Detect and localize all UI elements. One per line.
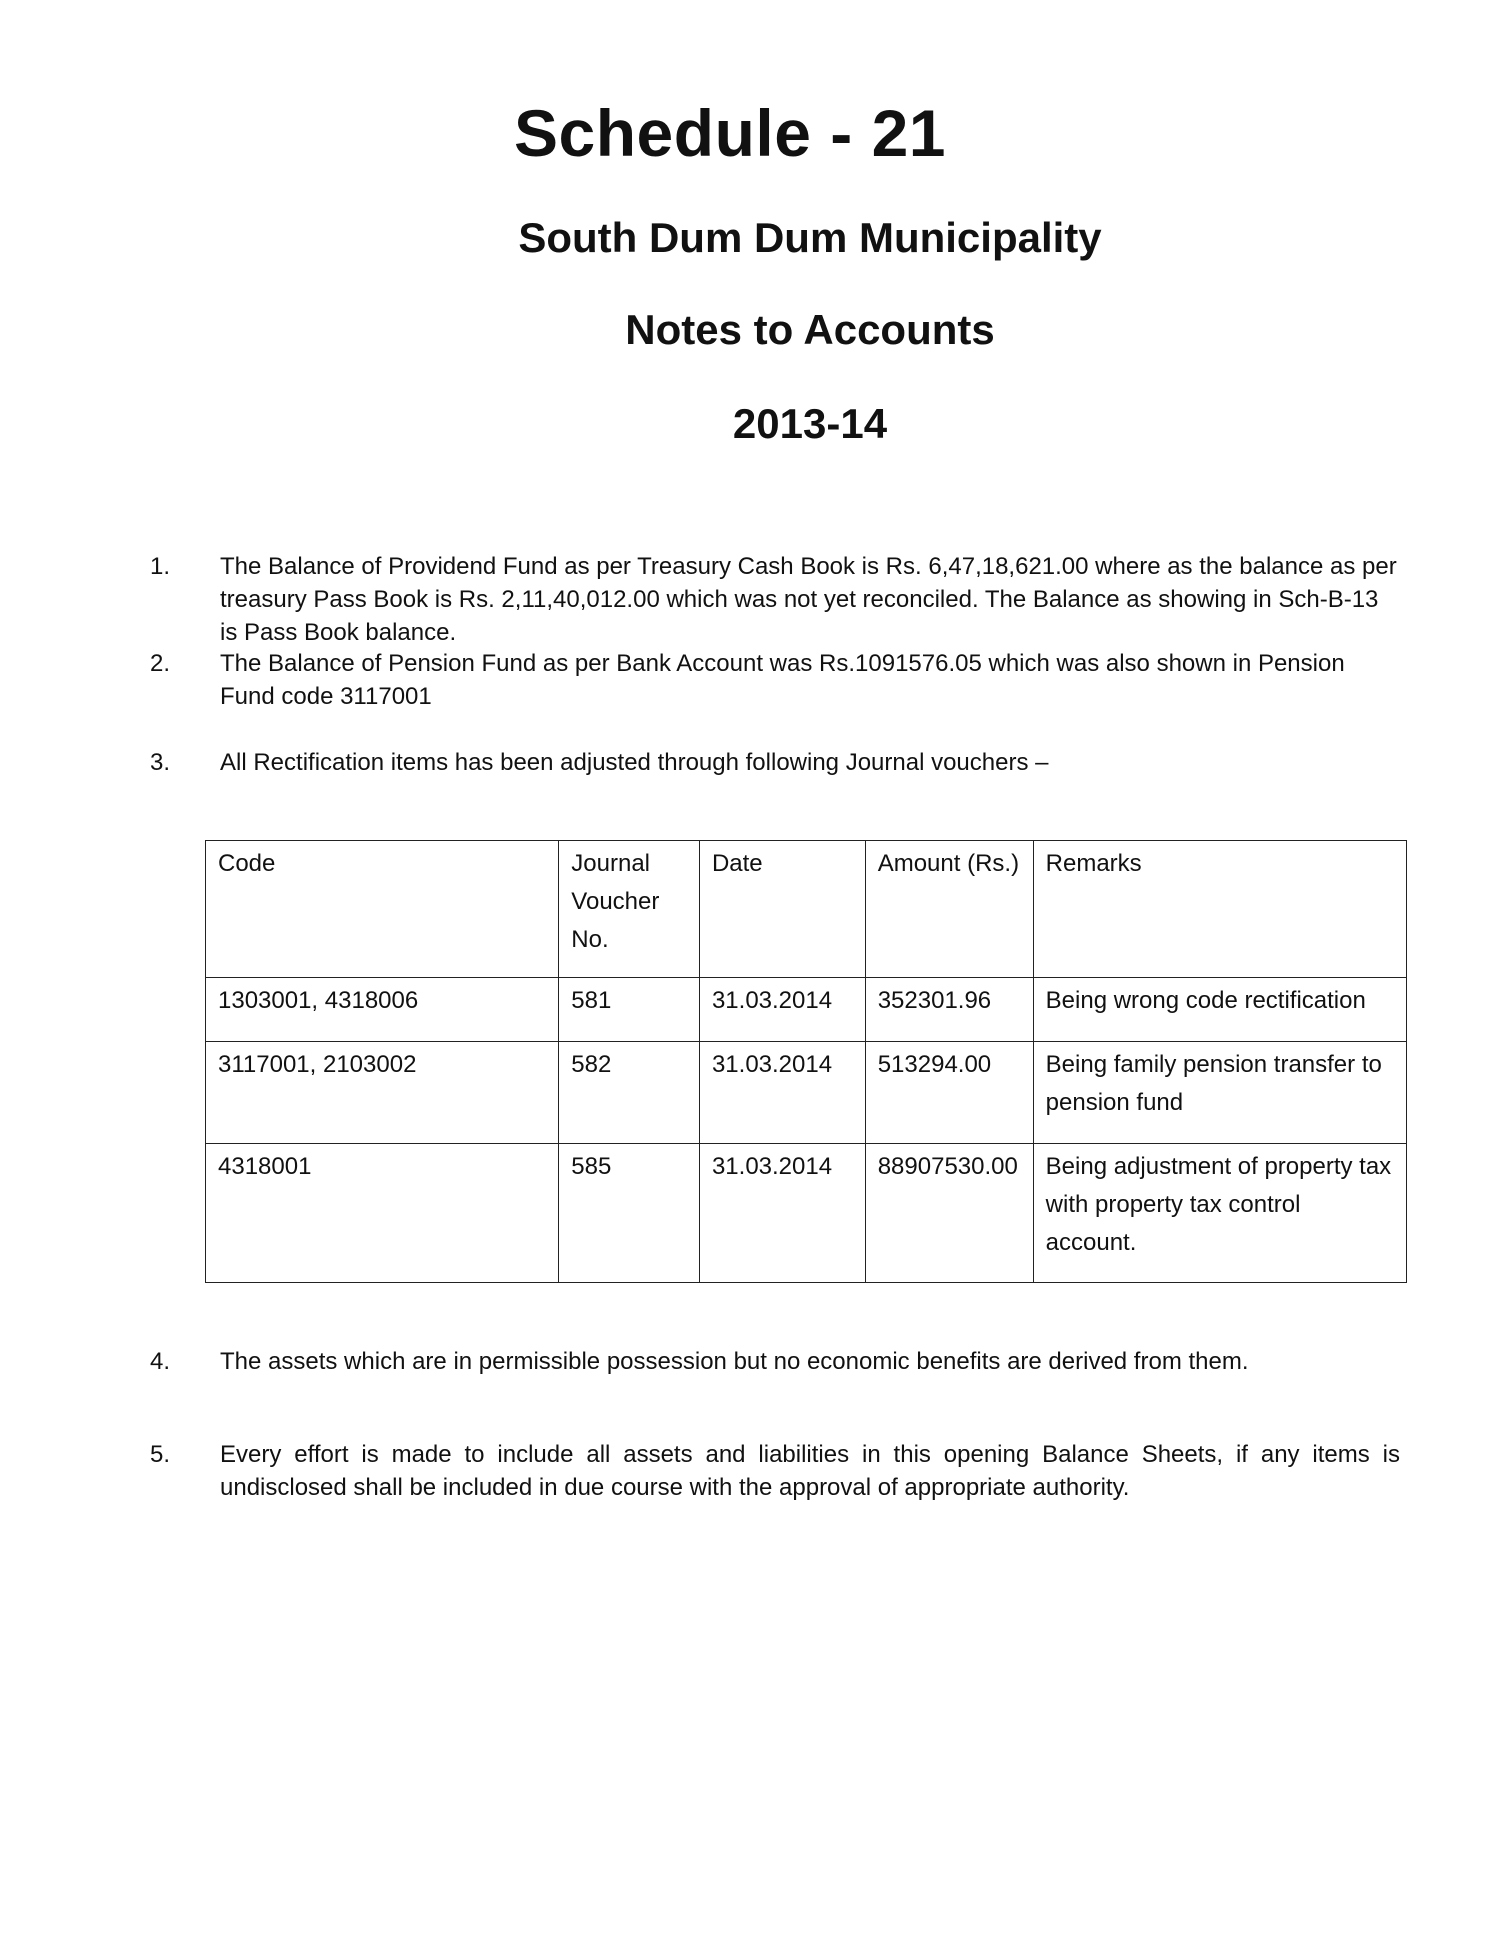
cell-amount: 352301.96 [865, 978, 1033, 1042]
table-row [206, 978, 1407, 1042]
note-number: 4. [150, 1348, 171, 1375]
schedule-title: Schedule - 21 [514, 96, 946, 170]
note-text: Every effort is made to include all assets and liabilities in this opening Balance Sheets, if any items is undisclosed shall be included in due course with the approval of appropriate authority. [220, 1441, 1400, 1501]
note-text: The assets which are in permissible possession but no economic benefits are derived from them. [220, 1348, 1249, 1375]
cell-code: 4318001 [206, 1144, 559, 1283]
table-row [206, 1144, 1407, 1283]
cell-date: 31.03.2014 [699, 978, 865, 1042]
cell-amount: 513294.00 [865, 1042, 1033, 1144]
cell-remarks: Being family pension transfer to pension fund [1033, 1042, 1406, 1144]
note-number: 3. [150, 749, 171, 776]
column-header-date: Date [699, 841, 865, 978]
note-text: The Balance of Providend Fund as per Treasury Cash Book is Rs. 6,47,18,621.00 where as the balance as per treasury Pass Book is Rs. 2,11,40,012.00 which was not yet reconciled. The Balance as showing in Sch-B-13 is Pass Book balance. [220, 553, 1397, 646]
cell-remarks: Being wrong code rectification [1033, 978, 1406, 1042]
period-label: 2013-14 [732, 400, 888, 447]
cell-date: 31.03.2014 [699, 1144, 865, 1283]
document-title: Notes to Accounts [625, 306, 995, 353]
journal-voucher-table [205, 840, 1407, 1283]
table-header-row [206, 841, 1407, 978]
note-number: 2. [150, 650, 171, 677]
cell-date: 31.03.2014 [699, 1042, 865, 1144]
note-text: All Rectification items has been adjusted through following Journal vouchers – [220, 749, 1049, 776]
column-header-amount: Amount (Rs.) [865, 841, 1033, 978]
cell-amount: 88907530.00 [865, 1144, 1033, 1283]
cell-code: 1303001, 4318006 [206, 978, 559, 1042]
organization-name: South Dum Dum Municipality [518, 214, 1102, 261]
note-text: The Balance of Pension Fund as per Bank Account was Rs.1091576.05 which was also shown in Pension Fund code 3117001 [220, 650, 1345, 710]
cell-voucher-no: 581 [559, 978, 700, 1042]
cell-code: 3117001, 2103002 [206, 1042, 559, 1144]
cell-voucher-no: 582 [559, 1042, 700, 1144]
note-number: 5. [150, 1441, 171, 1468]
note-number: 1. [150, 553, 171, 580]
column-header-code: Code [206, 841, 559, 978]
column-header-voucher-no: Journal Voucher No. [559, 841, 700, 978]
table-row [206, 1042, 1407, 1144]
column-header-remarks: Remarks [1033, 841, 1406, 978]
cell-voucher-no: 585 [559, 1144, 700, 1283]
cell-remarks: Being adjustment of property tax with property tax control account. [1033, 1144, 1406, 1283]
